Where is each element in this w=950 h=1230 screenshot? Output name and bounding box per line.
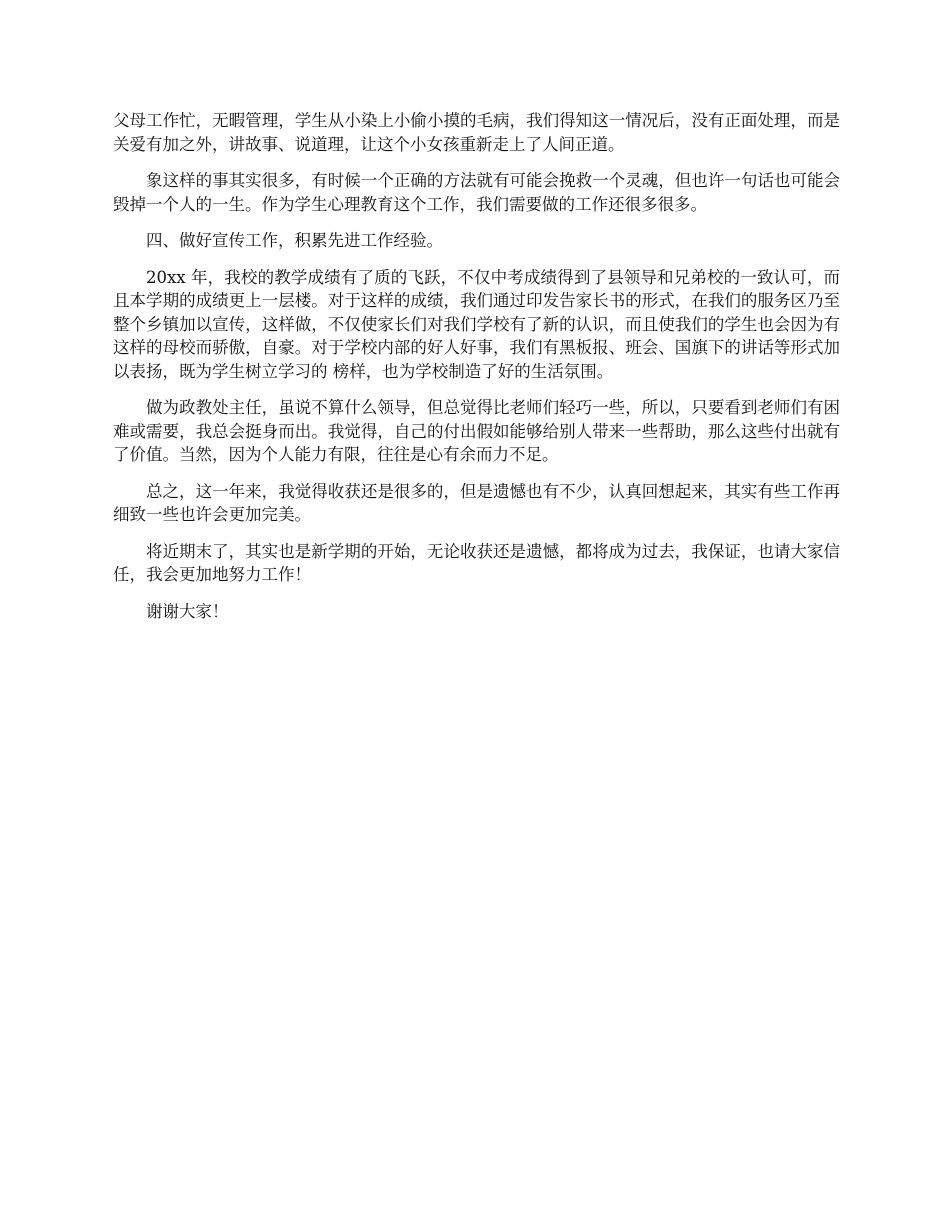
document-body — [113, 109, 840, 636]
paragraph-continuation: 父母工作忙，无暇管理，学生从小染上小偷小摸的毛病，我们得知这一情况后，没有正面处理，而是关爱有加之外，讲故事、说道理，让这个小女孩重新走上了人间正道。 — [113, 111, 840, 154]
paragraph-thanks: 谢谢大家！ — [146, 601, 229, 621]
paragraph-psychology-education: 象这样的事其实很多，有时候一个正确的方法就有可能会挽救一个灵魂，但也许一句话也可能会毁掉一个人的一生。作为学生心理教育这个工作，我们需要做的工作还很多很多。 — [113, 171, 840, 214]
paragraph-teaching-results: 20xx 年，我校的教学成绩有了质的飞跃，不仅中考成绩得到了县领导和兄弟校的一致认可，而且本学期的成绩更上一层楼。对于这样的成绩，我们通过印发告家长书的形式，在我们的服务区乃至整个乡镇加以宣传，这样做，不仅使家长们对我们学校有了新的认识，而且使我们的学生也会因为有这样的母校而骄傲，自豪。对于学校内部的好人好事，我们有黑板报、班会、国旗下的讲话等形式加以表扬，既为学生树立学习的 榜样，也为学校制造了好的生活氛围。 — [113, 267, 840, 381]
paragraph-summary: 总之，这一年来，我觉得收获还是很多的，但是遗憾也有不少，认真回想起来，其实有些工作再细致一些也许会更加完美。 — [113, 481, 840, 524]
section-heading-publicity: 四、做好宣传工作，积累先进工作经验。 — [146, 231, 443, 250]
paragraph-director-role: 做为政教处主任，虽说不算什么领导，但总觉得比老师们轻巧一些，所以，只要看到老师们有困难或需要，我总会挺身而出。我觉得，自己的付出假如能够给别人带来一些帮助，那么这些付出就有了价值。当然，因为个人能力有限，往往是心有余而力不足。 — [113, 398, 840, 464]
paragraph-closing-promise: 将近期末了，其实也是新学期的开始，无论收获还是遗憾，都将成为过去，我保证，也请大家信任，我会更加地努力工作！ — [113, 541, 840, 584]
